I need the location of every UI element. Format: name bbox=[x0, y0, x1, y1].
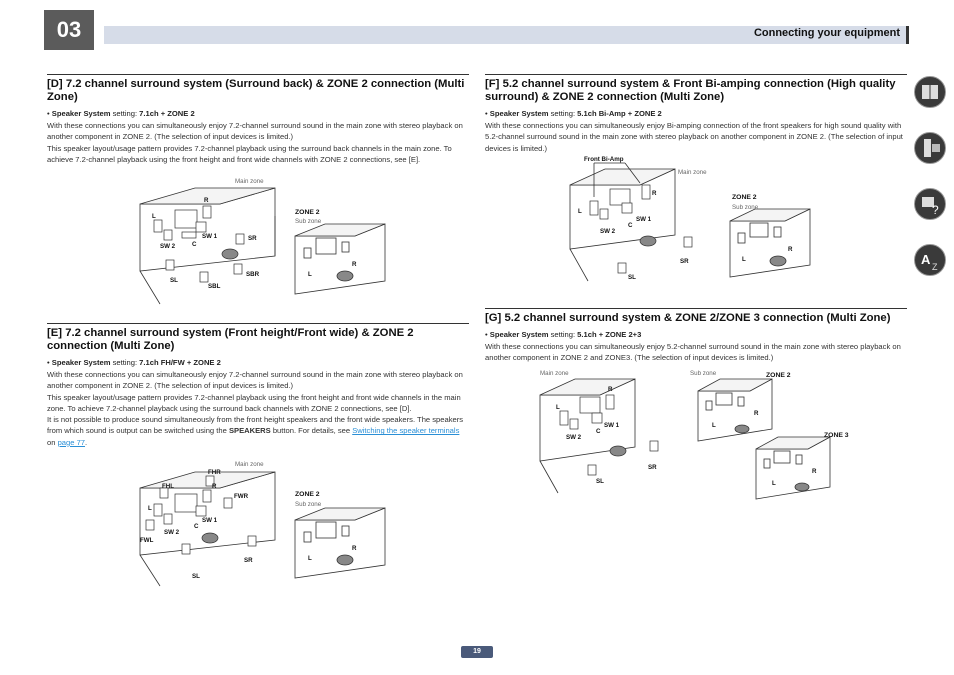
label-sw1: SW 1 bbox=[604, 422, 620, 429]
section-e-paragraph-3: It is not possible to produce sound simultaneously from the front height speakers and the front wide speakers. The speakers from which sound is output can be switched using the SPEAKERS button. For details, see Switching the speaker terminals on page 77. bbox=[47, 415, 464, 447]
label-c: C bbox=[194, 523, 199, 530]
section-f-paragraph-1: With these connections you can simultaneously enjoy Bi-amping connection of the front speakers for high sound quality with 5.2-channel surround sound in the main zone with stereo playback on another component in ZONE 2. (The selection of input devices is limited.) bbox=[485, 121, 903, 153]
link-page-77[interactable]: page 77 bbox=[57, 437, 86, 447]
label-c: C bbox=[596, 428, 601, 435]
zone2-label: ZONE 2 bbox=[295, 491, 320, 498]
section-d-title: [D] 7.2 channel surround system (Surround back) & ZONE 2 connection (Multi Zone) bbox=[47, 74, 469, 104]
label-l: L bbox=[578, 208, 582, 215]
page-number: 19 bbox=[461, 646, 493, 658]
main-zone-label: Main zone bbox=[235, 461, 264, 468]
section-e-title: [E] 7.2 channel surround system (Front height/Front wide) & ZONE 2 connection (Multi Zone) bbox=[47, 323, 469, 353]
zone3-label-l: L bbox=[772, 480, 776, 487]
label-l: L bbox=[152, 213, 156, 220]
zone2-label-r: R bbox=[754, 410, 759, 417]
label-sr: SR bbox=[648, 464, 657, 471]
diagram-d bbox=[140, 176, 400, 306]
label-fwr: FWR bbox=[234, 493, 249, 500]
sub-room bbox=[295, 224, 385, 294]
sub-zone-label: Sub zone bbox=[295, 218, 322, 225]
header-title: Connecting your equipment bbox=[753, 27, 900, 39]
diagram-f bbox=[570, 155, 820, 285]
label-sl: SL bbox=[192, 573, 200, 580]
diagram-g bbox=[540, 367, 849, 497]
label-r: R bbox=[212, 483, 217, 490]
section-d-paragraph-2: This speaker layout/usage pattern provides 7.2-channel playback using the surround back channels in the main zone. To achieve 7.2-channel playback using the front height and front wide channels with ZONE 2 connections, see [E]. bbox=[47, 143, 452, 164]
label-c: C bbox=[192, 241, 197, 248]
main-zone-label: Main zone bbox=[235, 178, 264, 185]
section-e-paragraph-1: With these connections you can simultaneously enjoy 7.2-channel surround sound in the main zone with stereo playback on another component in ZONE 2. (The selection of input devices is limited.) bbox=[47, 370, 463, 391]
label-sw2: SW 2 bbox=[164, 529, 180, 536]
label-l: L bbox=[148, 505, 152, 512]
section-d bbox=[47, 74, 469, 165]
label-sl: SL bbox=[628, 274, 636, 281]
zone2-label: ZONE 2 bbox=[766, 372, 791, 379]
faq-icon[interactable] bbox=[914, 188, 946, 220]
label-sl: SL bbox=[170, 277, 178, 284]
label-c: C bbox=[628, 222, 633, 229]
sub-label-r: R bbox=[788, 246, 793, 253]
section-g bbox=[485, 308, 907, 364]
front-biamp-label: Front Bi-Amp bbox=[584, 156, 624, 163]
section-d-setting: • Speaker System setting: 7.1ch + ZONE 2 bbox=[47, 109, 195, 118]
section-g-title: [G] 5.2 channel surround system & ZONE 2/ZONE 3 connection (Multi Zone) bbox=[485, 308, 907, 325]
sub-zone-label: Sub zone bbox=[295, 501, 322, 508]
link-switching-speaker-terminals[interactable]: Switching the speaker terminals bbox=[352, 426, 460, 436]
remote-control-icon[interactable] bbox=[914, 132, 946, 164]
label-r: R bbox=[608, 386, 613, 393]
chapter-number: 03 bbox=[44, 10, 94, 50]
sub-label-l: L bbox=[308, 555, 312, 562]
label-sw1: SW 1 bbox=[202, 517, 218, 524]
sub-label-l: L bbox=[308, 271, 312, 278]
svg-text:A: A bbox=[921, 252, 931, 267]
zone3-label-r: R bbox=[812, 468, 817, 475]
label-fhl: FHL bbox=[162, 483, 175, 490]
sub-label-l: L bbox=[742, 256, 746, 263]
label-sw2: SW 2 bbox=[160, 243, 176, 250]
header-bar bbox=[104, 26, 909, 44]
label-sw2: SW 2 bbox=[600, 228, 616, 235]
label-fhr: FHR bbox=[208, 469, 221, 476]
section-f bbox=[485, 74, 907, 154]
az-index-icon[interactable] bbox=[914, 244, 946, 276]
label-sw1: SW 1 bbox=[636, 216, 652, 223]
main-zone-label: Main zone bbox=[540, 370, 569, 377]
label-sr: SR bbox=[244, 557, 253, 564]
sub-label-r: R bbox=[352, 261, 357, 268]
section-e bbox=[47, 323, 469, 448]
label-l: L bbox=[556, 404, 560, 411]
label-fwl: FWL bbox=[140, 537, 154, 544]
label-sbr: SBR bbox=[246, 271, 260, 278]
sub-zone-label: Sub zone bbox=[690, 370, 717, 377]
manual-book-icon[interactable] bbox=[914, 76, 946, 108]
zone3-label: ZONE 3 bbox=[824, 432, 849, 439]
section-f-setting: • Speaker System setting: 5.1ch Bi-Amp + ZONE 2 bbox=[485, 109, 662, 118]
label-sbl: SBL bbox=[208, 283, 221, 290]
section-g-setting: • Speaker System setting: 5.1ch + ZONE 2+3 bbox=[485, 330, 642, 339]
section-e-paragraph-2: This speaker layout/usage pattern provides 7.2-channel playback using the front height and front wide channels in the main zone. To achieve 7.2-channel playback using the surround back channels with ZONE 2 connections, see [D]. bbox=[47, 392, 461, 413]
section-g-paragraph-1: With these connections you can simultaneously enjoy 5.2-channel surround sound in the main zone with stereo playback on another component in ZONE 2 and ZONE3. (The selection of input devices is limited.) bbox=[485, 342, 901, 363]
main-zone-label: Main zone bbox=[678, 169, 707, 176]
section-e-setting: • Speaker System setting: 7.1ch FH/FW + ZONE 2 bbox=[47, 358, 221, 367]
diagram-e bbox=[140, 458, 400, 588]
zone2-label: ZONE 2 bbox=[732, 194, 757, 201]
label-sw2: SW 2 bbox=[566, 434, 582, 441]
sub-label-r: R bbox=[352, 545, 357, 552]
zone2-label: ZONE 2 bbox=[295, 209, 320, 216]
label-sr: SR bbox=[680, 258, 689, 265]
label-sr: SR bbox=[248, 235, 257, 242]
svg-text:Z: Z bbox=[932, 262, 938, 272]
label-r: R bbox=[204, 197, 209, 204]
label-r: R bbox=[652, 190, 657, 197]
zone2-label-l: L bbox=[712, 422, 716, 429]
section-f-title: [F] 5.2 channel surround system & Front Bi-amping connection (High quality surround) & ZONE 2 connection (Multi Zone) bbox=[485, 74, 907, 104]
section-d-paragraph-1: With these connections you can simultaneously enjoy 7.2-channel surround sound in the main zone with stereo playback on another component in ZONE 2. (The selection of input devices is limited.) bbox=[47, 121, 463, 142]
sub-zone-label: Sub zone bbox=[732, 204, 759, 211]
svg-text:?: ? bbox=[932, 203, 939, 217]
label-sw1: SW 1 bbox=[202, 233, 218, 240]
label-sl: SL bbox=[596, 478, 604, 485]
